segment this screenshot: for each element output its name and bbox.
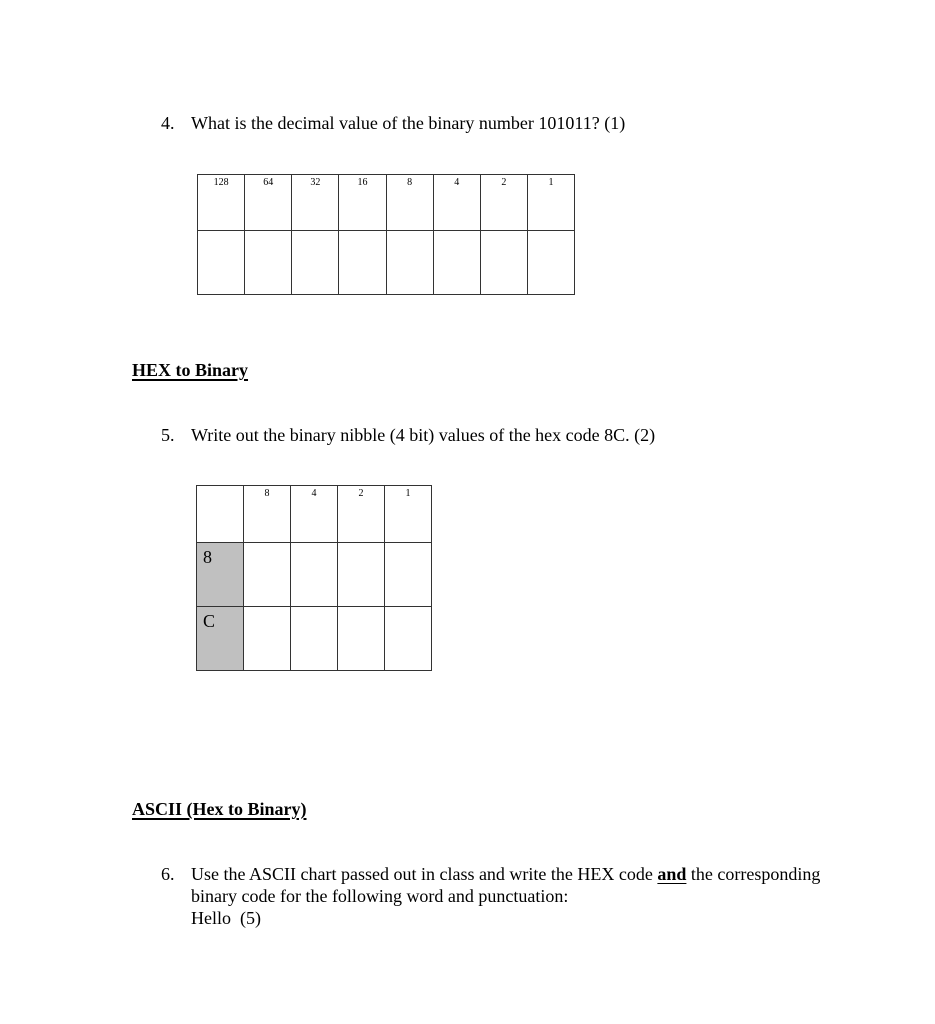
hex-nibble-table: [196, 485, 432, 671]
section-heading-ascii: ASCII (Hex to Binary): [132, 799, 307, 819]
question-4-text: What is the decimal value of the binary number 101011? (1): [191, 113, 626, 133]
place-value-header: 8: [386, 175, 433, 231]
answer-cell[interactable]: [291, 607, 338, 671]
answer-cell[interactable]: [244, 543, 291, 607]
answer-cell[interactable]: [244, 607, 291, 671]
answer-cell[interactable]: [385, 607, 432, 671]
question-5: [161, 424, 655, 446]
place-value-header: 2: [480, 175, 527, 231]
hex-digit-row-label: C: [197, 607, 244, 671]
question-6-emphasis: and: [657, 864, 687, 884]
place-value-header: 4: [433, 175, 480, 231]
section-heading-hex-to-binary: HEX to Binary: [132, 360, 249, 380]
hex-digit-row-label: 8: [197, 543, 244, 607]
question-4-number: 4.: [161, 113, 175, 133]
place-value-header: 128: [198, 175, 245, 231]
answer-cell[interactable]: [292, 231, 339, 295]
answer-cell[interactable]: [480, 231, 527, 295]
answer-cell[interactable]: [338, 607, 385, 671]
question-6-line-2: binary code for the following word and punctuation:: [191, 886, 569, 906]
question-5-text: Write out the binary nibble (4 bit) values of the hex code 8C. (2): [191, 425, 656, 445]
nibble-place-header: 2: [338, 486, 385, 543]
question-4: [161, 112, 625, 134]
place-value-header: 64: [245, 175, 292, 231]
answer-cell[interactable]: [433, 231, 480, 295]
place-value-table-8bit: [197, 174, 575, 295]
question-6-text-after: the corresponding: [686, 864, 821, 884]
question-5-number: 5.: [161, 425, 175, 445]
place-value-header: 1: [527, 175, 574, 231]
place-value-header: 16: [339, 175, 386, 231]
question-6-line-1: [161, 863, 820, 885]
answer-cell[interactable]: [338, 543, 385, 607]
answer-cell[interactable]: [245, 231, 292, 295]
nibble-place-header: 1: [385, 486, 432, 543]
answer-cell[interactable]: [385, 543, 432, 607]
place-value-header: 32: [292, 175, 339, 231]
answer-cell[interactable]: [198, 231, 245, 295]
corner-cell: [197, 486, 244, 543]
question-6-text-before: Use the ASCII chart passed out in class and write the HEX code: [191, 864, 658, 884]
nibble-place-header: 8: [244, 486, 291, 543]
nibble-place-header: 4: [291, 486, 338, 543]
question-6-line-3: Hello (5): [191, 908, 261, 928]
answer-cell[interactable]: [291, 543, 338, 607]
answer-cell[interactable]: [527, 231, 574, 295]
answer-cell[interactable]: [339, 231, 386, 295]
question-6-number: 6.: [161, 864, 175, 884]
answer-cell[interactable]: [386, 231, 433, 295]
